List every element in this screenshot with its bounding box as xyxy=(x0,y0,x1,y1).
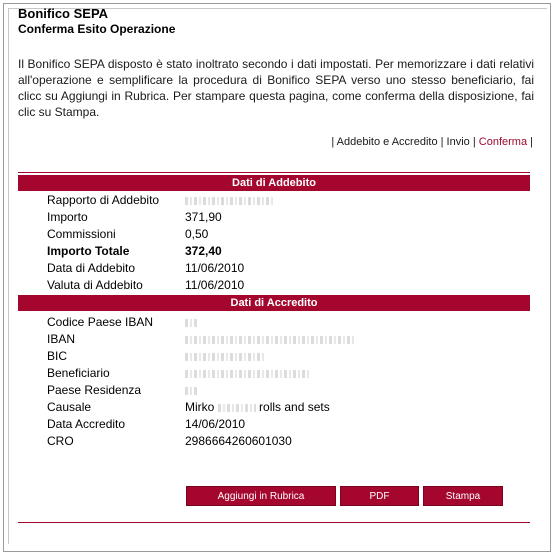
addebito-top-border xyxy=(18,172,530,173)
label-bic: BIC xyxy=(47,349,68,363)
breadcrumb-separator: | xyxy=(530,136,533,148)
causale-suffix: rolls and sets xyxy=(259,400,330,414)
label-iban: IBAN xyxy=(47,332,76,346)
intro-text: Il Bonifico SEPA disposto è stato inoltrato secondo i dati impostati. Per memorizzare i dati relativi all'operazione e semplificare la procedura di Bonifico SEPA verso uno stesso beneficiario, fai clicc su Aggiungi in Rubrica. Per stampare questa pagina, come conferma della disposizione, fai clic su Stampa. xyxy=(18,57,534,119)
aggiungi-rubrica-button[interactable]: Aggiungi in Rubrica xyxy=(186,486,336,506)
causale-prefix: Mirko xyxy=(185,400,215,414)
accredito-header: Dati di Accredito xyxy=(18,295,530,311)
value-cro: 2986664260601030 xyxy=(185,434,292,448)
value-codice-paese-iban xyxy=(185,314,199,330)
value-importo-totale: 372,40 xyxy=(185,244,222,258)
bottom-divider xyxy=(18,522,530,523)
value-iban xyxy=(185,331,355,347)
step-addebito-accredito: Addebito e Accredito xyxy=(336,136,438,148)
pdf-button[interactable]: PDF xyxy=(340,486,419,506)
value-data-addebito: 11/06/2010 xyxy=(185,261,245,275)
page-subtitle: Conferma Esito Operazione xyxy=(18,22,176,36)
stampa-button[interactable]: Stampa xyxy=(423,486,503,506)
value-paese-residenza xyxy=(185,382,199,398)
step-breadcrumb xyxy=(331,136,533,148)
value-beneficiario xyxy=(185,365,311,381)
label-causale: Causale xyxy=(47,400,92,414)
label-data-accredito: Data Accredito xyxy=(47,417,126,431)
value-rapporto-addebito xyxy=(185,192,273,208)
label-valuta-addebito: Valuta di Addebito xyxy=(47,278,143,292)
value-causale xyxy=(185,399,330,415)
value-importo: 371,90 xyxy=(185,210,222,224)
causale-redacted xyxy=(218,404,256,412)
value-valuta-addebito: 11/06/2010 xyxy=(185,278,245,292)
label-importo-totale: Importo Totale xyxy=(47,244,130,258)
label-beneficiario: Beneficiario xyxy=(47,366,110,380)
breadcrumb-separator: | xyxy=(440,136,444,148)
value-data-accredito: 14/06/2010 xyxy=(185,417,246,431)
frame-left-border xyxy=(8,8,9,544)
step-conferma: Conferma xyxy=(478,136,528,148)
page-title: Bonifico SEPA xyxy=(18,6,109,21)
addebito-header: Dati di Addebito xyxy=(18,175,530,191)
breadcrumb-separator: | xyxy=(472,136,476,148)
value-commissioni: 0,50 xyxy=(185,227,209,241)
label-importo: Importo xyxy=(47,210,88,224)
value-bic xyxy=(185,348,265,364)
label-rapporto-addebito: Rapporto di Addebito xyxy=(47,193,160,207)
label-codice-paese-iban: Codice Paese IBAN xyxy=(47,315,154,329)
label-paese-residenza: Paese Residenza xyxy=(47,383,142,397)
breadcrumb-separator: | xyxy=(331,136,335,148)
step-invio: Invio xyxy=(446,136,470,148)
label-data-addebito: Data di Addebito xyxy=(47,261,136,275)
label-cro: CRO xyxy=(47,434,74,448)
label-commissioni: Commissioni xyxy=(47,227,116,241)
